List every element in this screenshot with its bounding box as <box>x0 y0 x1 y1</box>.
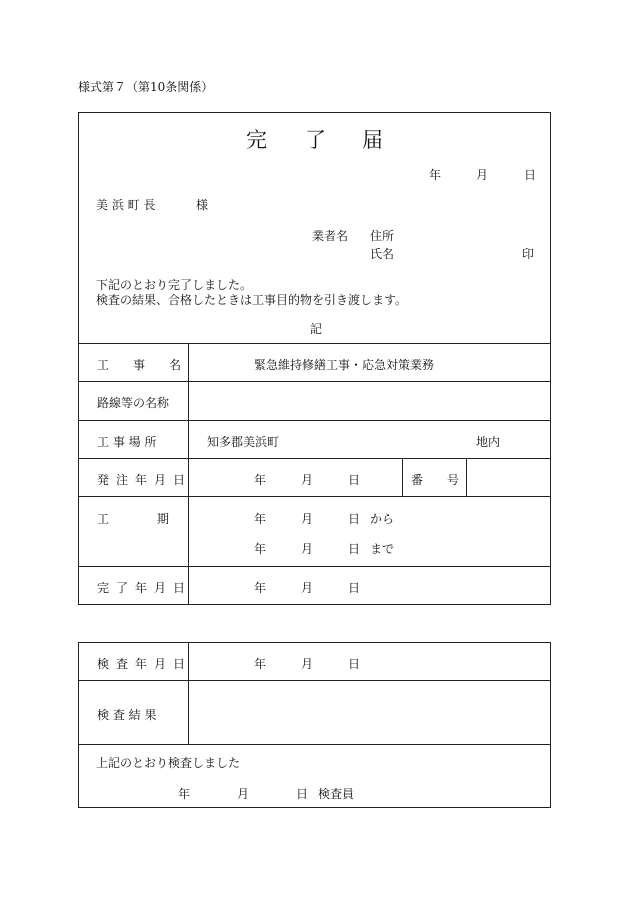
period-from-day: 日 <box>348 512 361 526</box>
completion-date-month: 月 <box>301 581 314 595</box>
inspector-label: 検査員 <box>318 787 355 801</box>
statement-line-2: 検査の結果、合格したときは工事目的物を引き渡します。 <box>96 293 408 307</box>
period-to-year: 年 <box>254 542 267 556</box>
location-suffix: 地内 <box>476 435 501 449</box>
row-divider <box>78 420 551 421</box>
order-date-month: 月 <box>301 473 314 487</box>
header-date-day: 日 <box>524 168 537 182</box>
inspection-date-label: 検査年月日 <box>97 657 193 671</box>
completion-date-day: 日 <box>348 581 361 595</box>
location-label: 工 事 場 所 <box>97 435 157 449</box>
location-value: 知多郡美浜町 <box>207 435 280 449</box>
inspection-confirm-text: 上記のとおり検査しました <box>96 756 241 770</box>
title-char-1: 完 <box>246 128 267 152</box>
project-name-label: 工 事 名 <box>97 358 182 372</box>
period-to-day: 日 <box>348 542 361 556</box>
title-char-2: 了 <box>305 128 326 152</box>
seal-mark: 印 <box>522 247 535 261</box>
row-divider <box>78 343 551 344</box>
order-date-label: 発注年月日 <box>97 473 193 487</box>
inspection-date-day: 日 <box>348 657 361 671</box>
completion-date-year: 年 <box>254 581 267 595</box>
route-label: 路線等の名称 <box>97 396 170 410</box>
row-divider <box>78 566 551 567</box>
project-name-value: 緊急維持修繕工事・応急対策業務 <box>254 358 435 372</box>
period-from-suffix: から <box>370 512 395 526</box>
inspector-date-year: 年 <box>178 787 191 801</box>
number-label: 番 号 <box>411 473 460 487</box>
addressee-suffix: 様 <box>196 198 209 212</box>
inspection-result-label: 検 査 結 果 <box>97 708 157 722</box>
row-divider <box>78 381 551 382</box>
inspector-date-day: 日 <box>296 787 309 801</box>
column-divider <box>466 458 467 496</box>
period-label: 工 期 <box>97 512 170 526</box>
row-divider <box>78 744 551 745</box>
period-to-suffix: まで <box>370 542 395 556</box>
order-date-year: 年 <box>254 473 267 487</box>
completion-date-label: 完了年月日 <box>97 581 193 595</box>
period-to-month: 月 <box>301 542 314 556</box>
address-label: 住所 <box>370 229 395 243</box>
name-label: 氏名 <box>370 247 395 261</box>
title-char-3: 届 <box>362 128 383 152</box>
row-divider <box>78 680 551 681</box>
inspector-date-month: 月 <box>237 787 250 801</box>
header-date-year: 年 <box>429 168 442 182</box>
inspection-date-month: 月 <box>301 657 314 671</box>
statement-line-1: 下記のとおり完了しました。 <box>96 278 253 292</box>
period-from-year: 年 <box>254 512 267 526</box>
row-divider <box>78 496 551 497</box>
row-divider <box>78 458 551 459</box>
header-date-month: 月 <box>476 168 489 182</box>
addressee: 美 浜 町 長 <box>96 198 156 212</box>
form-number: 様式第７（第10条関係） <box>78 80 214 94</box>
period-from-month: 月 <box>301 512 314 526</box>
contractor-label: 業者名 <box>312 229 349 243</box>
ki-mark: 記 <box>310 322 323 336</box>
column-divider <box>402 458 403 496</box>
inspection-date-year: 年 <box>254 657 267 671</box>
order-date-day: 日 <box>348 473 361 487</box>
